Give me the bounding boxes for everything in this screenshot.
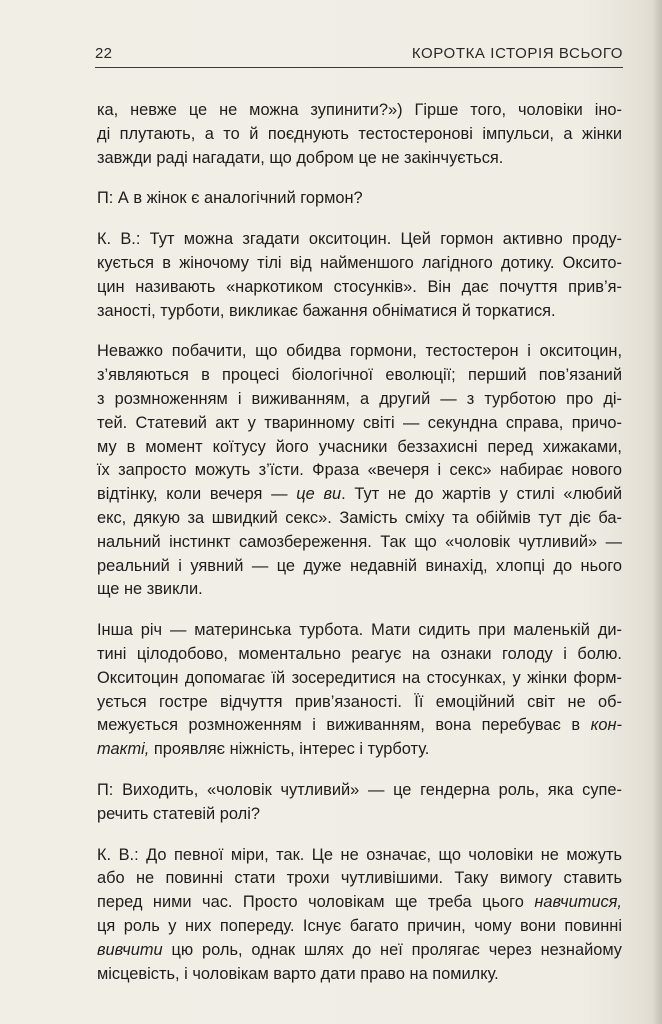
text-line: завжди раді нагадати, що добром це не закінчується.	[97, 148, 504, 167]
text-segment: проявляє ніжність, інтерес і турботу.	[149, 740, 430, 759]
italic-text: вивчити	[97, 940, 163, 959]
text-line	[97, 891, 622, 915]
page-number: 22	[95, 45, 113, 62]
text-line: му в момент коїтусу його учасники беззахисні перед хижаками,	[97, 437, 622, 456]
text-line: або не повинні стати трохи чутливішими. Таку вимогу ставить	[97, 869, 622, 888]
text-line: К. В.: До певної міри, так. Це не означає, що чоловіки не можуть	[97, 845, 622, 864]
page-edge-shadow	[652, 0, 662, 1024]
text-line: з розмноженням і виживанням, а другий — з турботою про ді-	[97, 389, 622, 408]
text-line: реальний і уявний — це дуже недавній винахід, хлопці до нього	[97, 556, 622, 575]
text-line: Інша річ — материнська турбота. Мати сидить при маленькій ди-	[97, 621, 622, 640]
paragraph	[97, 779, 622, 827]
paragraph	[97, 619, 622, 762]
page-header	[95, 43, 623, 68]
text-line: Окситоцин допомагає їй зосередитися на стосунках, у жінки форм-	[97, 668, 622, 687]
running-title: КОРОТКА ІСТОРІЯ ВСЬОГО	[411, 45, 623, 62]
paragraph	[97, 340, 622, 602]
text-line: тей. Статевий акт у тваринному світі — секундна справа, причо-	[97, 413, 622, 432]
italic-text: такті,	[97, 740, 150, 759]
text-line: речить статевій ролі?	[97, 804, 260, 823]
text-line: ця роль у них попереду. Існує багато причин, чому вони повинні	[97, 916, 622, 935]
text-line: кується в жіночому тілі від найменшого лагідного дотику. Оксито-	[97, 253, 622, 272]
text-segment: цю роль, однак шлях до неї пролягає через незнайому	[162, 940, 622, 959]
text-line: місцевість, і чоловікам варто дати право на помилку.	[97, 964, 499, 983]
text-line: ще не звикли.	[97, 580, 203, 599]
text-line: їх запросто можуть з’їсти. Фраза «вечеря і секс» набирає нового	[97, 461, 622, 480]
text-line: нальний інстинкт самозбереження. Так що «чоловік чутливий» —	[97, 532, 622, 551]
text-segment: . Тут не до жартів у стилі «любий	[341, 485, 623, 504]
text-line: ка, невже це не можна зупинити?») Гірше того, чоловіки іно-	[97, 101, 622, 119]
text-line: К. В.: Тут можна згадати окситоцин. Цей гормон активно проду-	[97, 230, 622, 249]
text-line: з’являються в процесі біологічної еволюції; перший пов’язаний	[97, 366, 622, 385]
italic-text: це ви	[296, 485, 342, 504]
paragraph	[97, 187, 622, 211]
italic-text: навчитися,	[534, 893, 622, 912]
text-line	[97, 939, 622, 963]
text-line	[97, 738, 622, 762]
text-line: цин називають «наркотиком стосунків». Він дає почуття прив’я-	[97, 277, 622, 296]
paragraph	[97, 99, 622, 170]
text-line: екс, дякую за швидкий секс». Замість сміху та обіймів тут діє ба-	[97, 508, 622, 527]
text-line: П: Виходить, «чоловік чутливий» — це гендерна роль, яка супе-	[97, 780, 622, 799]
paragraph	[97, 844, 622, 987]
text-line	[97, 483, 622, 507]
text-segment: межується розмноженням і виживанням, вона перебуває в	[97, 716, 591, 735]
text-segment: перед ними час. Просто чоловікам ще треба цього	[97, 893, 535, 912]
text-line: Неважко побачити, що обидва гормони, тестостерон і окситоцин,	[97, 342, 622, 361]
text-line: тині цілодобово, моментально реагує на ознаки голоду і болю.	[97, 644, 622, 663]
paragraph	[97, 228, 622, 323]
text-line	[97, 714, 622, 738]
italic-text: кон-	[590, 716, 622, 735]
text-line: ується гостре відчуття прив’язаності. Її емоційний світ не об-	[97, 692, 622, 711]
text-line: заності, турботи, викликає бажання обніматися й торкатися.	[97, 301, 556, 320]
text-line: П: А в жінок є аналогічний гормон?	[97, 189, 363, 208]
body-text	[97, 99, 622, 1003]
text-line: ді плутають, а то й поєднують тестостеронові імпульси, а жінки	[97, 124, 622, 143]
text-segment: відтінку, коли вечеря —	[97, 485, 297, 504]
